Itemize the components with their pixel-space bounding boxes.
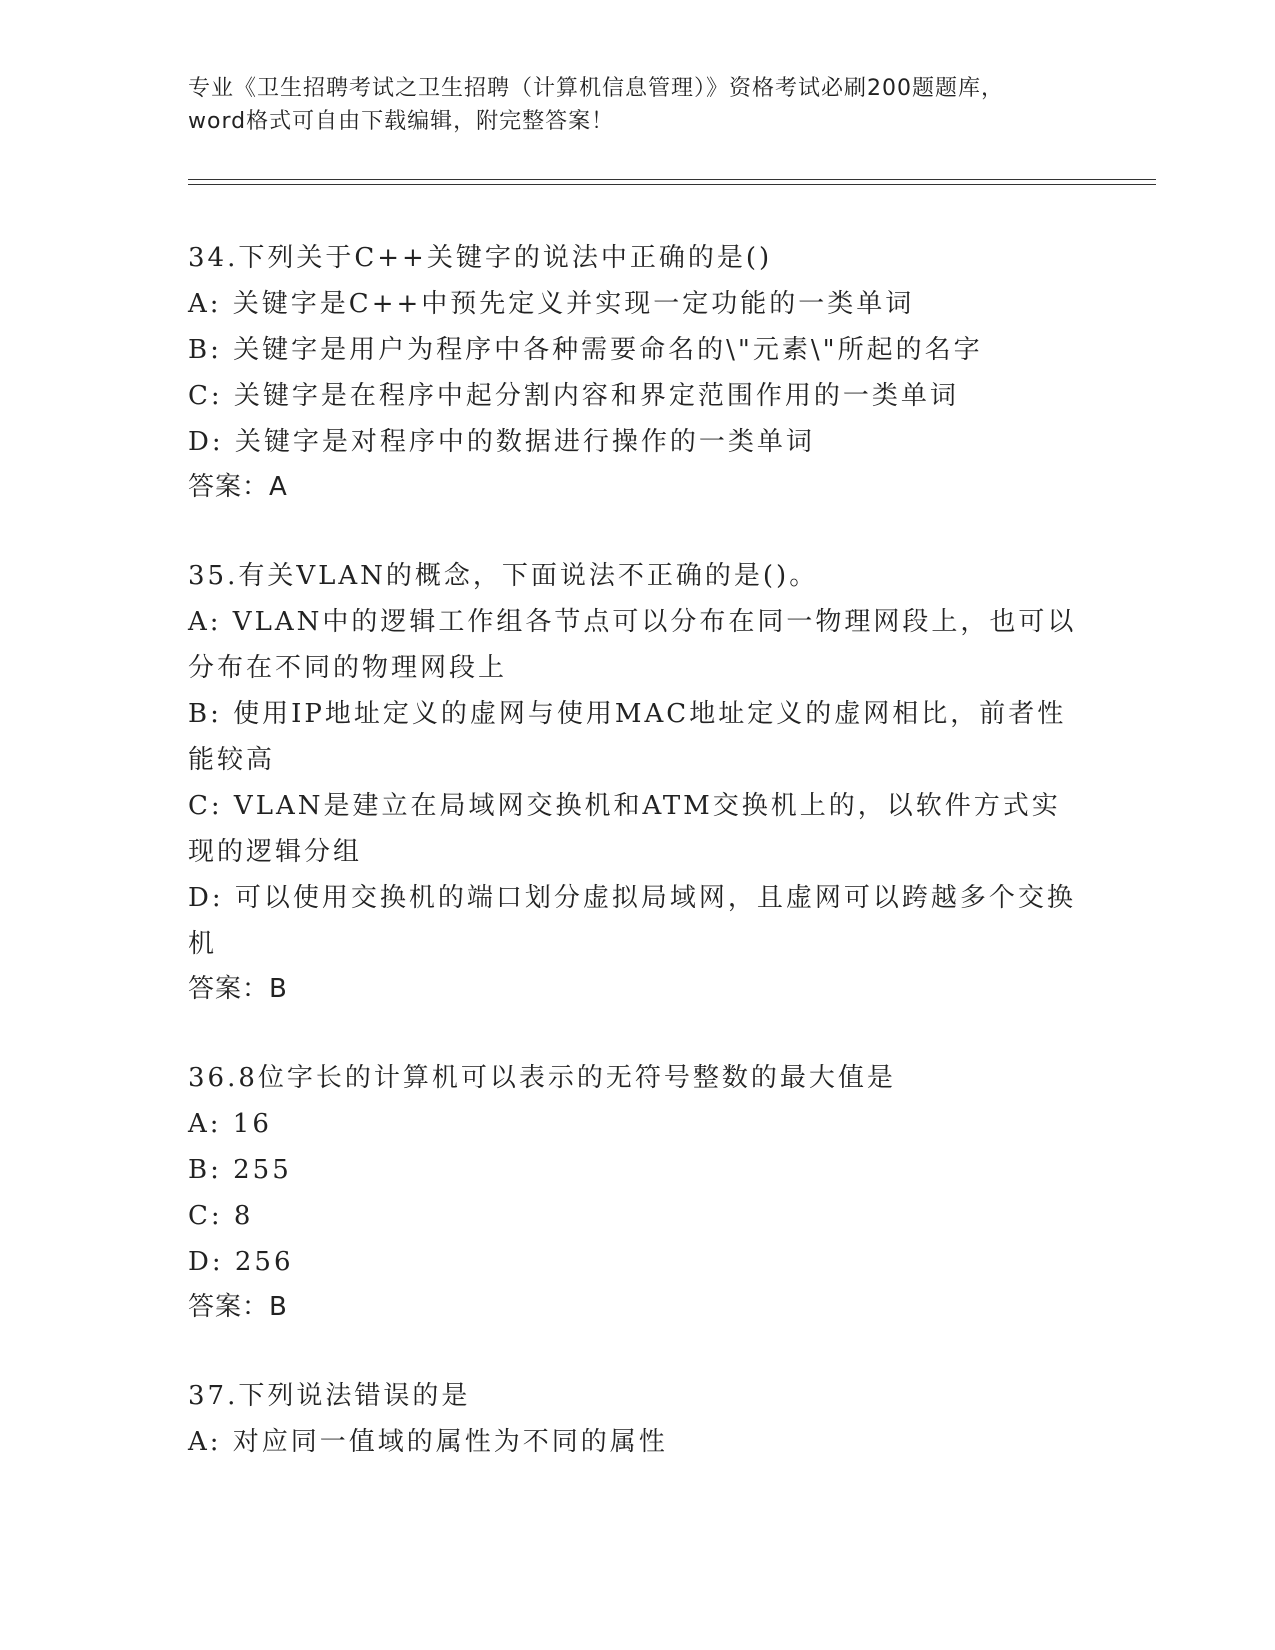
option-c: C: 8 [188, 1201, 254, 1231]
option-a: A: 16 [188, 1109, 272, 1139]
option-b: B: 关键字是用户为程序中各种需要命名的\"元素\"所起的名字 [188, 335, 983, 365]
option-b: B: 255 [188, 1155, 292, 1185]
question-34 [188, 235, 1088, 509]
header-line-1: 专业《卫生招聘考试之卫生招聘（计算机信息管理）》资格考试必刷200题题库， [188, 76, 1004, 101]
header-divider-second [188, 184, 1156, 185]
option-d: D: 关键字是对程序中的数据进行操作的一类单词 [188, 427, 815, 457]
option-b: B: 使用IP地址定义的虚网与使用MAC地址定义的虚网相比，前者性能较高 [188, 699, 1067, 775]
answer-label: 答案：A [188, 472, 288, 502]
option-d: D: 256 [188, 1247, 294, 1277]
answer-label: 答案：B [188, 1292, 288, 1322]
question-list [188, 235, 1088, 1509]
header-line-2: word格式可自由下载编辑，附完整答案！ [188, 109, 615, 134]
question-stem: 36.8位字长的计算机可以表示的无符号整数的最大值是 [188, 1063, 896, 1093]
question-37 [188, 1373, 1088, 1465]
question-35 [188, 553, 1088, 1011]
question-stem: 35.有关VLAN的概念，下面说法不正确的是()。 [188, 561, 819, 591]
option-a: A: 关键字是C++中预先定义并实现一定功能的一类单词 [188, 289, 915, 319]
page-header [188, 72, 1088, 138]
answer-label: 答案：B [188, 974, 288, 1004]
question-stem: 34.下列关于C++关键字的说法中正确的是() [188, 243, 773, 273]
option-c: C: VLAN是建立在局域网交换机和ATM交换机上的，以软件方式实现的逻辑分组 [188, 791, 1061, 867]
option-a: A: VLAN中的逻辑工作组各节点可以分布在同一物理网段上，也可以分布在不同的物理网段上 [188, 607, 1077, 683]
option-d: D: 可以使用交换机的端口划分虚拟局域网，且虚网可以跨越多个交换机 [188, 883, 1076, 959]
option-a: A: 对应同一值域的属性为不同的属性 [188, 1427, 668, 1457]
question-36 [188, 1055, 1088, 1329]
option-c: C: 关键字是在程序中起分割内容和界定范围作用的一类单词 [188, 381, 959, 411]
header-divider [188, 179, 1156, 180]
question-stem: 37.下列说法错误的是 [188, 1381, 471, 1411]
